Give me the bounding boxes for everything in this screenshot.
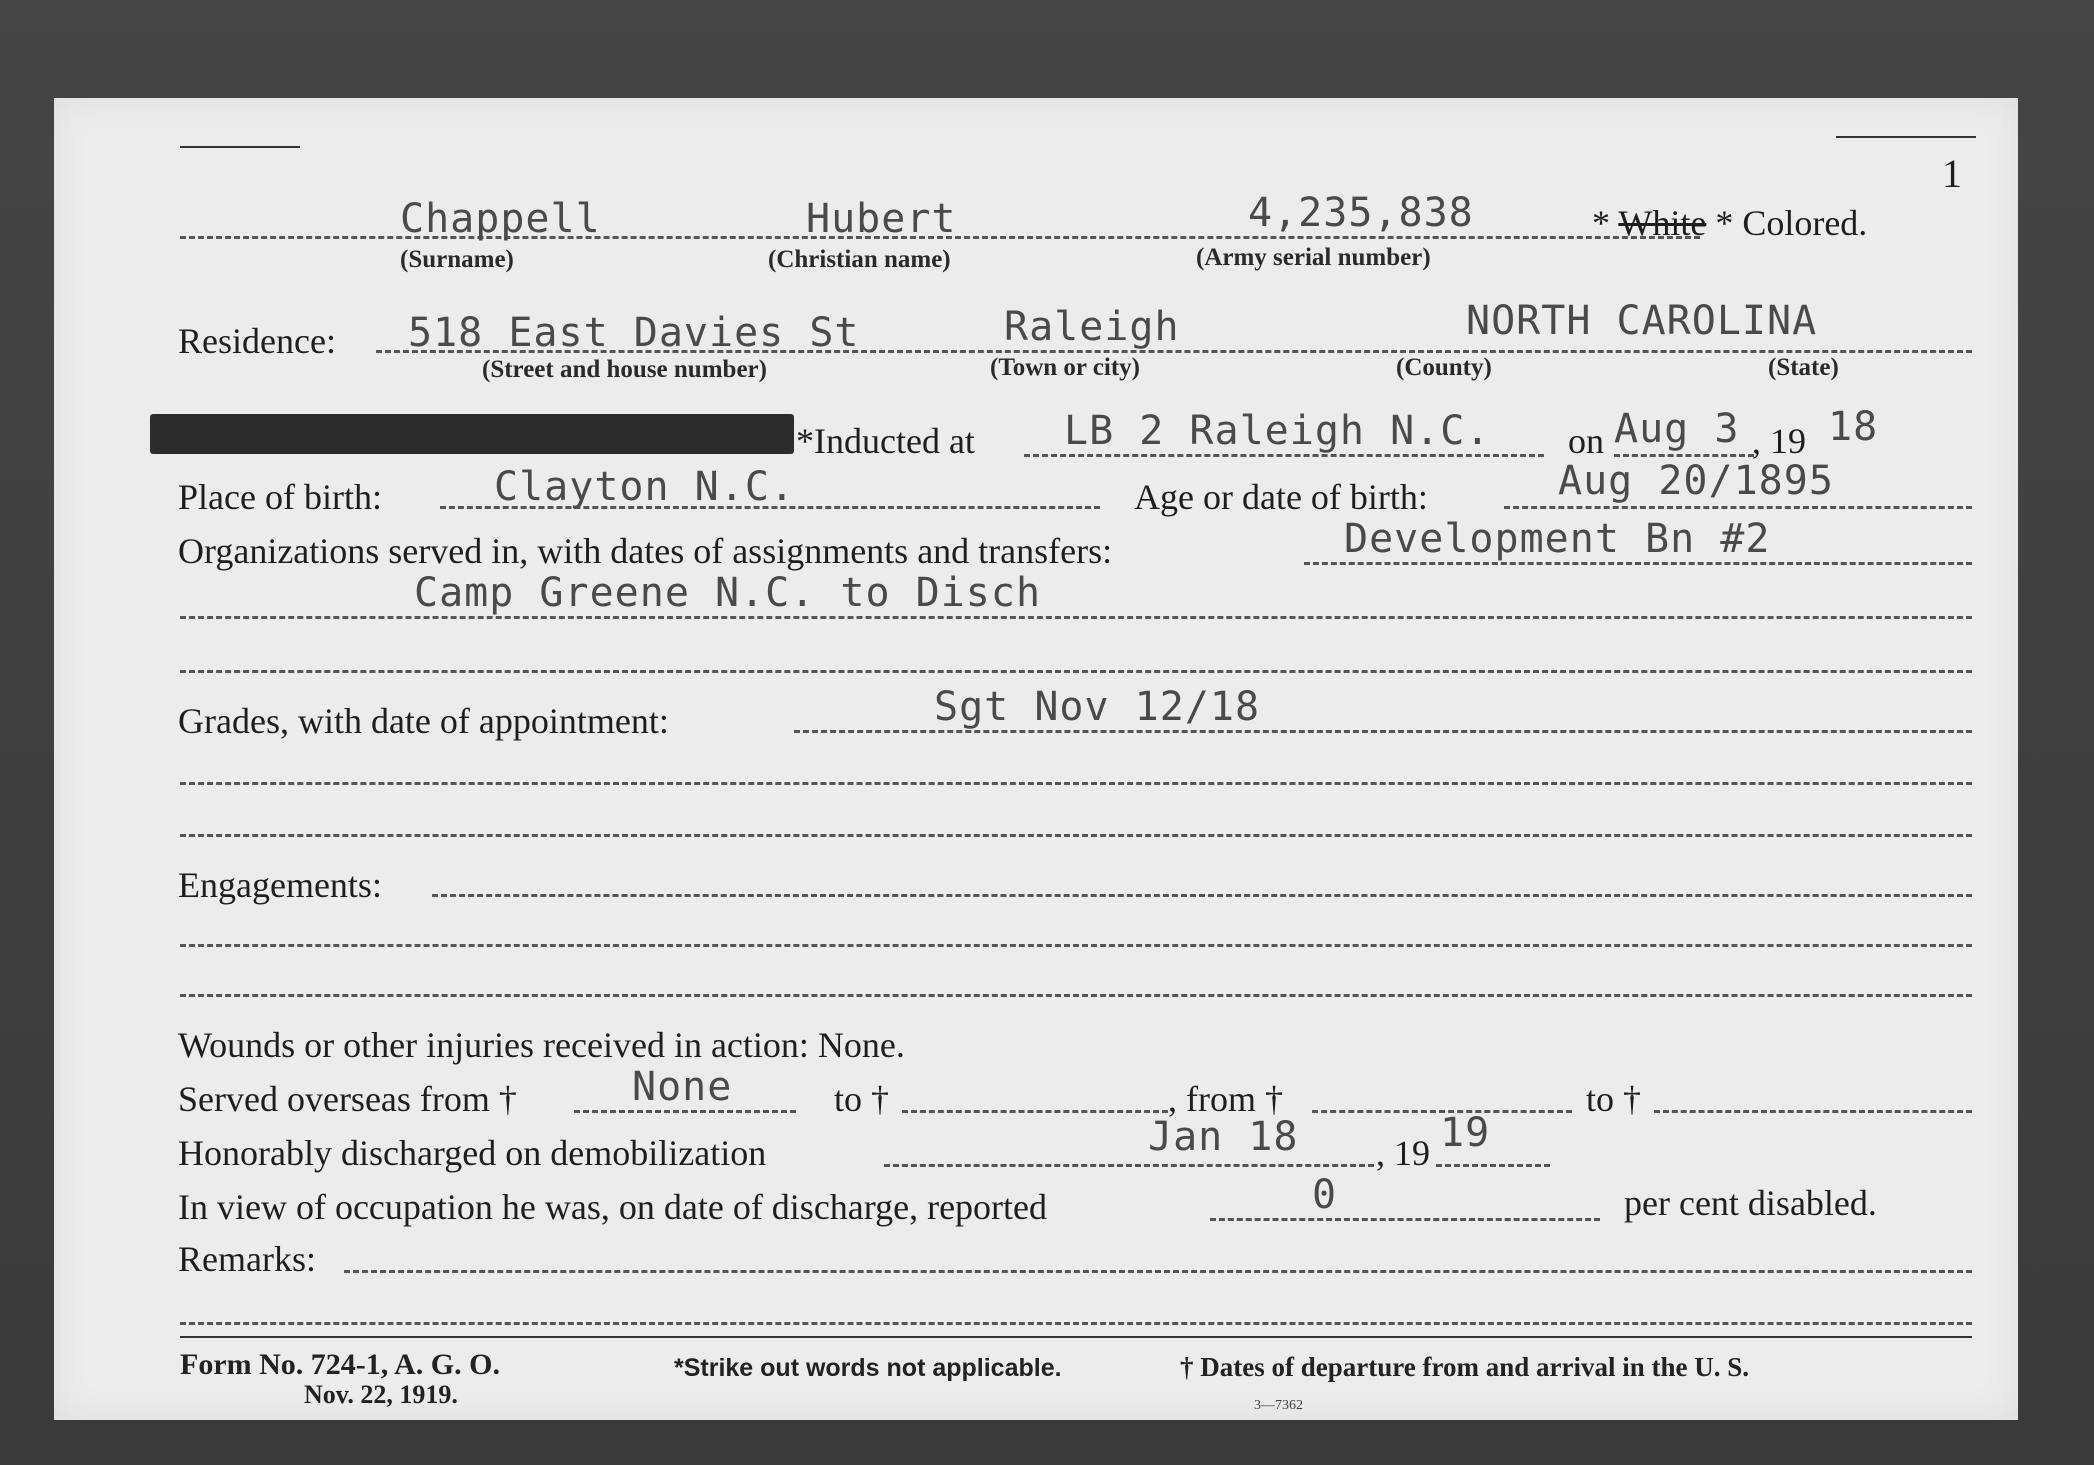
street-caption: (Street and house number)	[482, 356, 767, 383]
discharge-label: Honorably discharged on demobilization	[178, 1133, 767, 1173]
footnote-strike-out: *Strike out words not applicable.	[674, 1354, 1062, 1382]
christian-name-value: Hubert	[806, 196, 957, 242]
grades-line-3	[180, 834, 1972, 837]
remarks-label: Remarks:	[178, 1239, 316, 1279]
print-code: 3—7362	[1254, 1398, 1303, 1413]
organizations-line-1	[1304, 562, 1972, 565]
inducted-place-value: LB 2 Raleigh N.C.	[1064, 408, 1491, 454]
organizations-value-2: Camp Greene N.C. to Disch	[414, 570, 1042, 616]
town-caption: (Town or city)	[990, 354, 1140, 381]
inducted-place-line	[1024, 454, 1544, 457]
overseas-from2-label: , from †	[1168, 1079, 1283, 1119]
overseas-from-line	[574, 1110, 796, 1113]
surname-caption: (Surname)	[400, 246, 514, 273]
state-caption: (State)	[1768, 354, 1839, 381]
remarks-line-2	[180, 1322, 1972, 1325]
organizations-line-3	[180, 670, 1972, 673]
grades-line-1	[794, 730, 1972, 733]
disability-line	[1210, 1218, 1600, 1221]
residence-label: Residence:	[178, 321, 336, 361]
top-left-rule	[180, 146, 300, 148]
card-number: 1	[1942, 151, 1962, 196]
surname-value: Chappell	[400, 196, 601, 242]
discharge-date-value: Jan 18	[1148, 1114, 1299, 1160]
overseas-to-line	[902, 1110, 1168, 1113]
remarks-line-1	[344, 1270, 1972, 1273]
inducted-year-value: 18	[1828, 404, 1879, 450]
service-record-card	[54, 98, 2018, 1420]
disability-suffix: per cent disabled.	[1624, 1183, 1877, 1223]
organizations-line-2	[180, 616, 1972, 619]
footnote-dates: † Dates of departure from and arrival in the U. S.	[1180, 1352, 1749, 1382]
street-value: 518 East Davies St	[408, 310, 860, 356]
inducted-date-line	[1614, 454, 1754, 457]
place-of-birth-label: Place of birth:	[178, 477, 382, 517]
date-of-birth-line	[1504, 506, 1972, 509]
date-of-birth-value: Aug 20/1895	[1558, 458, 1834, 504]
wounds-label: Wounds or other injuries received in action: None.	[178, 1025, 905, 1065]
town-value: Raleigh	[1004, 304, 1180, 350]
race-colored: Colored.	[1742, 203, 1868, 243]
form-date: Nov. 22, 1919.	[304, 1380, 458, 1409]
organizations-label: Organizations served in, with dates of assignments and transfers:	[178, 531, 1113, 571]
christian-name-caption: (Christian name)	[768, 246, 951, 273]
place-of-birth-value: Clayton N.C.	[494, 464, 795, 510]
grades-label: Grades, with date of appointment:	[178, 701, 669, 741]
grades-value: Sgt Nov 12/18	[934, 684, 1261, 730]
overseas-from-value: None	[632, 1064, 733, 1110]
discharge-year-line	[1436, 1164, 1550, 1167]
county-caption: (County)	[1396, 354, 1492, 381]
inducted-label: *Inducted at	[796, 421, 975, 461]
overseas-to2-line	[1654, 1110, 1972, 1113]
overseas-to-label: to †	[834, 1079, 890, 1119]
footer-rule	[180, 1336, 1972, 1338]
state-value: NORTH CAROLINA	[1466, 298, 1818, 344]
race-field	[1592, 202, 1867, 244]
discharge-year-prefix: , 19	[1376, 1133, 1430, 1173]
asterisk-mark: *	[1592, 203, 1610, 243]
inducted-year-prefix: , 19	[1752, 421, 1806, 461]
engagements-line-2	[180, 944, 1972, 947]
top-right-rule	[1836, 136, 1976, 138]
grades-line-2	[180, 782, 1972, 785]
race-white-struck: White	[1618, 203, 1707, 243]
engagements-line-3	[180, 994, 1972, 997]
overseas-to2-label: to †	[1586, 1079, 1642, 1119]
discharge-year-value: 19	[1440, 1110, 1491, 1156]
engagements-label: Engagements:	[178, 865, 382, 905]
inducted-date-value: Aug 3	[1614, 406, 1740, 452]
redacted-block	[150, 414, 794, 454]
disability-label: In view of occupation he was, on date of discharge, reported	[178, 1187, 1048, 1227]
serial-number-caption: (Army serial number)	[1196, 244, 1431, 271]
organizations-value-1: Development Bn #2	[1344, 516, 1771, 562]
engagements-line-1	[432, 894, 1972, 897]
serial-number-value: 4,235,838	[1248, 190, 1474, 236]
date-of-birth-label: Age or date of birth:	[1134, 477, 1428, 517]
overseas-label: Served overseas from †	[178, 1079, 517, 1119]
on-label: on	[1568, 421, 1604, 461]
form-number: Form No. 724-1, A. G. O.	[180, 1348, 500, 1381]
discharge-date-line	[884, 1164, 1374, 1167]
asterisk-mark-2: *	[1715, 203, 1734, 243]
disability-value: 0	[1312, 1172, 1338, 1218]
